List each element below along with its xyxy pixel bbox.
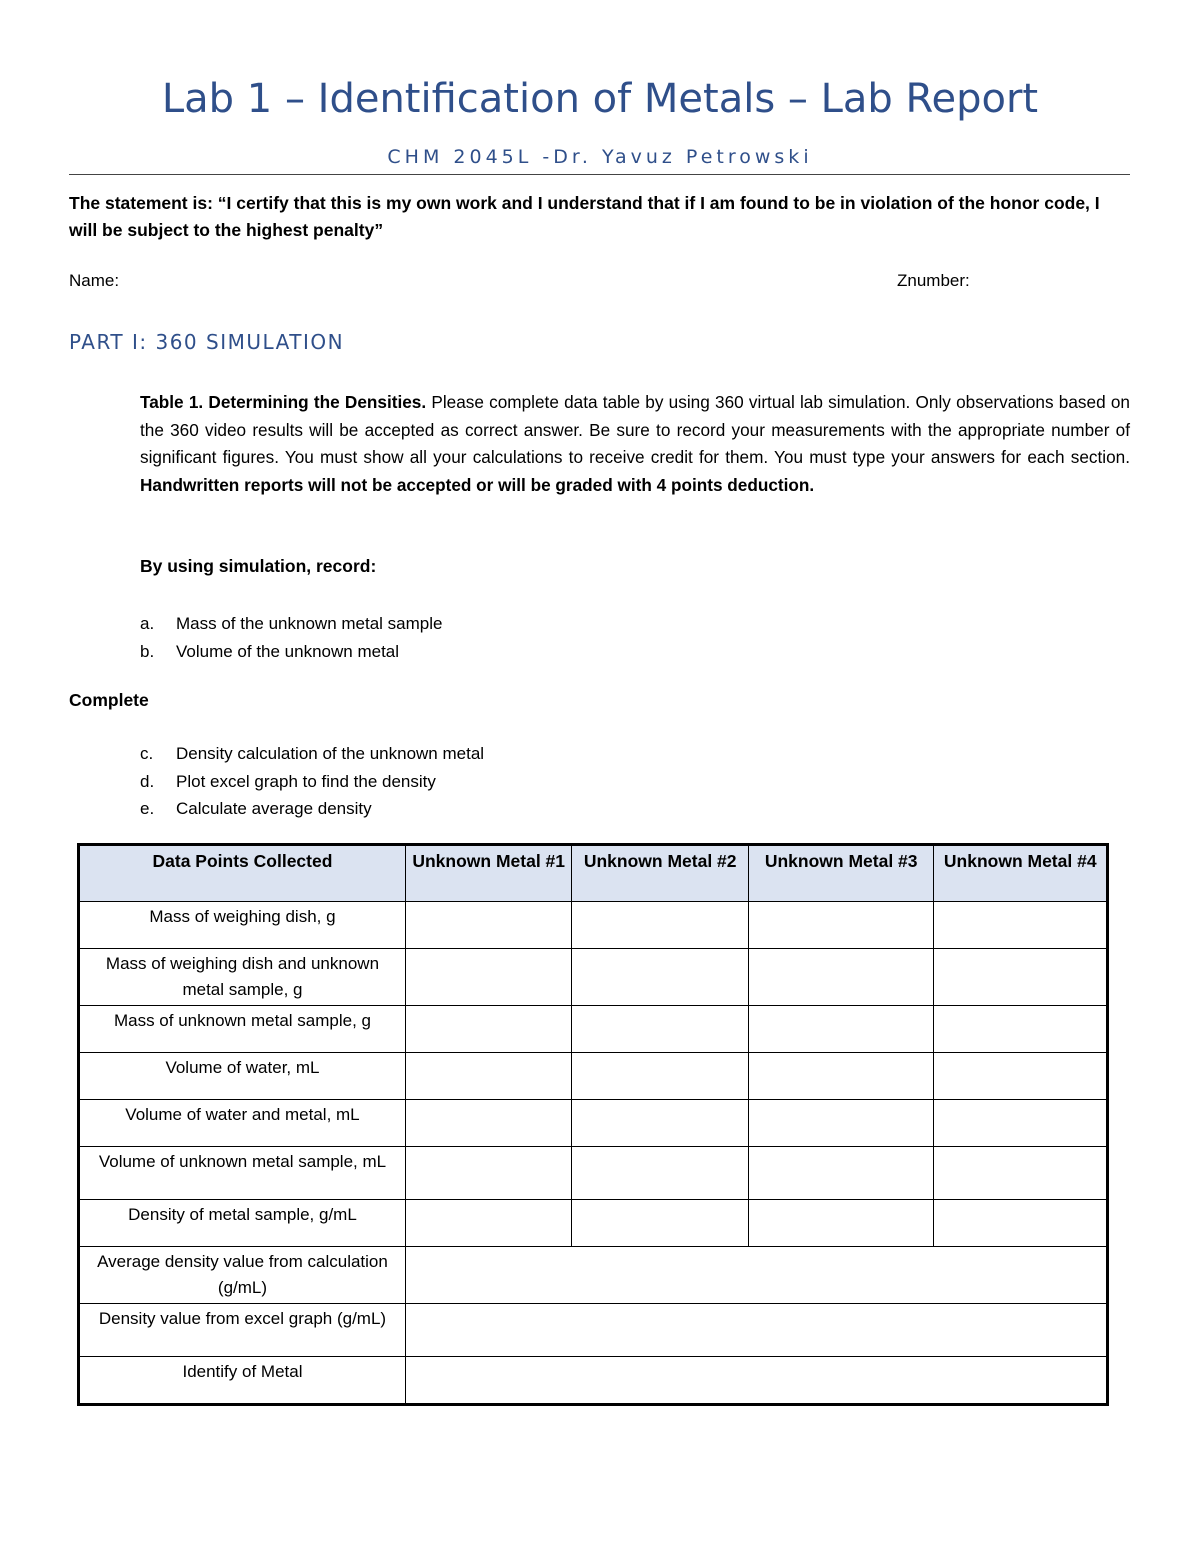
- complete-list: [140, 740, 484, 823]
- list-text: Density calculation of the unknown metal: [176, 744, 485, 763]
- honor-statement: The statement is: “I certify that this is my own work and I understand that if I am found to be in violation of the honor code, I will be subject to the highest penalty”: [69, 193, 1100, 240]
- row-label: Volume of water and metal, mL: [79, 1100, 406, 1147]
- data-cell[interactable]: [934, 1053, 1108, 1100]
- data-cell[interactable]: [748, 1200, 934, 1247]
- data-cell[interactable]: [748, 1006, 934, 1053]
- summary-cell[interactable]: [405, 1247, 1107, 1304]
- table-row: [79, 1147, 1108, 1200]
- instructions-body: Please complete data table by using 360 virtual lab simulation. Only observations based on the 360 video results will be accepted as correct answer. Be sure to record your measurements with the appropriate number of significant figures. You must show all your calculations to receive credit for them. You must type your answers for each section.: [140, 392, 1130, 467]
- record-heading: By using simulation, record:: [140, 556, 377, 576]
- column-header: Unknown Metal #2: [572, 845, 749, 902]
- row-label: Mass of weighing dish and unknown metal sample, g: [79, 949, 406, 1006]
- znumber-label: Znumber:: [897, 271, 970, 290]
- data-cell[interactable]: [934, 1100, 1108, 1147]
- summary-cell[interactable]: [405, 1357, 1107, 1405]
- row-label: Identify of Metal: [79, 1357, 406, 1405]
- instructions-paragraph: [140, 389, 1130, 499]
- section-heading: PART I: 360 SIMULATION: [69, 330, 345, 354]
- row-label: Density of metal sample, g/mL: [79, 1200, 406, 1247]
- list-text: Plot excel graph to find the density: [176, 771, 436, 791]
- row-label: Mass of unknown metal sample, g: [79, 1006, 406, 1053]
- list-item: [140, 740, 484, 768]
- data-cell[interactable]: [934, 1147, 1108, 1200]
- data-cell[interactable]: [748, 1147, 934, 1200]
- list-letter: d.: [140, 771, 155, 791]
- list-item: [140, 638, 442, 666]
- data-cell[interactable]: [572, 1147, 749, 1200]
- data-cell[interactable]: [934, 902, 1108, 949]
- complete-heading: Complete: [69, 690, 149, 710]
- data-cell[interactable]: [934, 949, 1108, 1006]
- data-cell[interactable]: [572, 1053, 749, 1100]
- column-header: Unknown Metal #4: [934, 845, 1108, 902]
- data-cell[interactable]: [934, 1200, 1108, 1247]
- table-row: [79, 1357, 1108, 1405]
- list-item: [140, 610, 442, 638]
- row-label: Average density value from calculation (g/mL): [79, 1247, 406, 1304]
- title-divider: [69, 174, 1130, 175]
- data-cell[interactable]: [572, 1200, 749, 1247]
- data-cell[interactable]: [405, 1100, 571, 1147]
- name-label: Name:: [69, 271, 120, 290]
- data-cell[interactable]: [572, 949, 749, 1006]
- table-header-row: [79, 845, 1108, 902]
- column-header: Data Points Collected: [79, 845, 406, 902]
- data-cell[interactable]: [405, 1006, 571, 1053]
- table-row: [79, 1100, 1108, 1147]
- table-caption: Table 1. Determining the Densities.: [140, 392, 427, 412]
- list-text: Volume of the unknown metal: [176, 641, 400, 661]
- data-cell[interactable]: [572, 1100, 749, 1147]
- data-cell[interactable]: [405, 949, 571, 1006]
- data-cell[interactable]: [405, 1147, 571, 1200]
- list-letter: b.: [140, 641, 155, 661]
- data-cell[interactable]: [405, 1200, 571, 1247]
- data-cell[interactable]: [572, 902, 749, 949]
- course-subtitle: CHM 2045L -Dr. Yavuz Petrowski: [387, 146, 813, 168]
- table-row: [79, 1053, 1108, 1100]
- row-label: Volume of unknown metal sample, mL: [79, 1147, 406, 1200]
- record-list: [140, 610, 442, 665]
- list-letter: a.: [140, 614, 155, 633]
- data-cell[interactable]: [748, 1100, 934, 1147]
- table-row: [79, 902, 1108, 949]
- list-item: [140, 768, 484, 796]
- data-cell[interactable]: [405, 902, 571, 949]
- data-cell[interactable]: [748, 949, 934, 1006]
- handwritten-warning: Handwritten reports will not be accepted or will be graded with 4 points deduction.: [140, 474, 815, 495]
- column-header: Unknown Metal #1: [405, 845, 571, 902]
- list-text: Mass of the unknown metal sample: [176, 614, 443, 633]
- table-row: [79, 1304, 1108, 1357]
- list-text: Calculate average density: [176, 799, 372, 818]
- data-cell[interactable]: [748, 1053, 934, 1100]
- density-data-table: [77, 843, 1109, 1406]
- data-cell[interactable]: [405, 1053, 571, 1100]
- row-label: Density value from excel graph (g/mL): [79, 1304, 406, 1357]
- column-header: Unknown Metal #3: [748, 845, 934, 902]
- table-row: [79, 949, 1108, 1006]
- page-title: Lab 1 – Identification of Metals – Lab Report: [161, 76, 1039, 122]
- summary-cell[interactable]: [405, 1304, 1107, 1357]
- row-label: Mass of weighing dish, g: [79, 902, 406, 949]
- data-cell[interactable]: [934, 1006, 1108, 1053]
- data-cell[interactable]: [748, 902, 934, 949]
- table-row: [79, 1247, 1108, 1304]
- row-label: Volume of water, mL: [79, 1053, 406, 1100]
- data-cell[interactable]: [572, 1006, 749, 1053]
- list-letter: c.: [140, 744, 154, 763]
- table-row: [79, 1006, 1108, 1053]
- table-row: [79, 1200, 1108, 1247]
- list-item: [140, 795, 484, 823]
- list-letter: e.: [140, 799, 155, 818]
